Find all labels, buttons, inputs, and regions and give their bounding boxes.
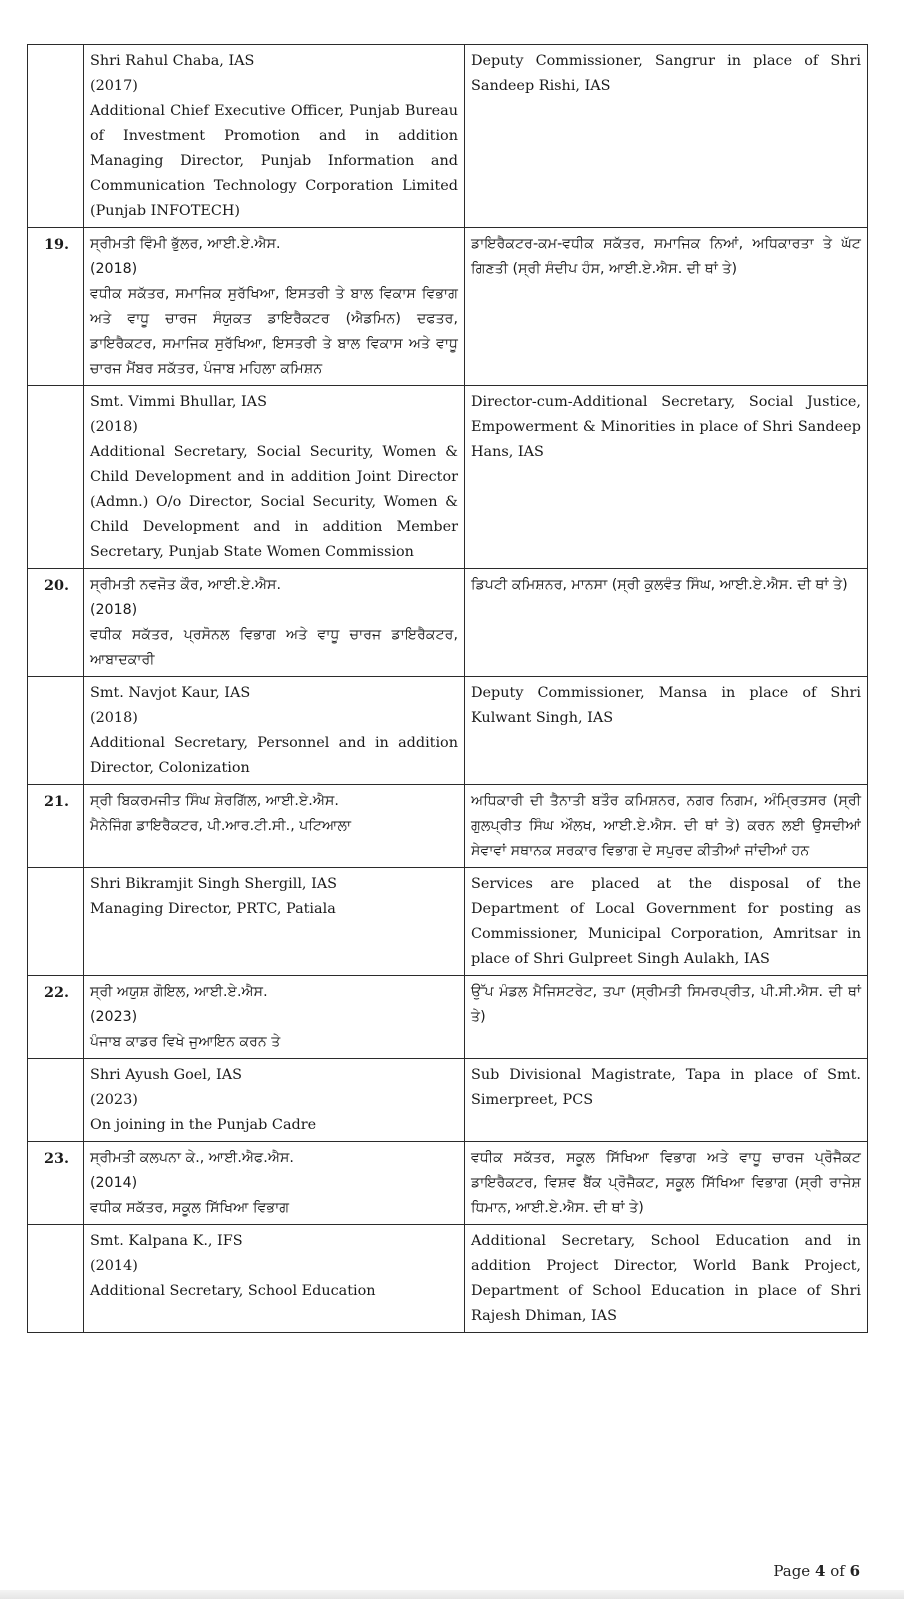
table-row bbox=[28, 228, 868, 386]
current-post: ਵਧੀਕ ਸਕੱਤਰ, ਸਮਾਜਿਕ ਸੁਰੱਖਿਆ, ਇਸਤਰੀ ਤੇ ਬਾਲ ਵਿਕਾਸ ਵਿਭਾਗ ਅਤੇ ਵਾਧੂ ਚਾਰਜ ਸੰਯੁਕਤ ਡਾਇਰੈਕਟਰ (ਐਡਮਿਨ) ਦਫਤਰ, ਡਾਇਰੈਕਟਰ, ਸਮਾਜਿਕ ਸੁਰੱਖਿਆ, ਇਸਤਰੀ ਤੇ ਬਾਲ ਵਿਕਾਸ ਅਤੇ ਵਾਧੂ ਚਾਰਜ ਮੈਂਬਰ ਸਕੱਤਰ, ਪੰਜਾਬ ਮਹਿਲਾ ਕਮਿਸ਼ਨ bbox=[90, 286, 458, 377]
new-posting-cell bbox=[465, 1225, 868, 1333]
officer-current-post-cell bbox=[84, 677, 465, 785]
officer-name: ਸ੍ਰੀ ਬਿਕਰਮਜੀਤ ਸਿੰਘ ਸ਼ੇਰਗਿੱਲ, ਆਈ.ਏ.ਐਸ. bbox=[90, 793, 339, 809]
new-posting-text: ਡਿਪਟੀ ਕਮਿਸ਼ਨਰ, ਮਾਨਸਾ (ਸ੍ਰੀ ਕੁਲਵੰਤ ਸਿੰਘ, ਆਈ.ਏ.ਐਸ. ਦੀ ਥਾਂ ਤੇ) bbox=[471, 577, 848, 593]
officer-current-post-cell bbox=[84, 1142, 465, 1225]
transfer-orders-table bbox=[27, 44, 868, 1333]
new-posting-text: Deputy Commissioner, Sangrur in place of Shri Sandeep Rishi, IAS bbox=[471, 53, 861, 94]
batch-year: (2014) bbox=[90, 1258, 138, 1274]
new-posting-text: Director-cum-Additional Secretary, Social Justice, Empowerment & Minorities in place of Shri Sandeep Hans, IAS bbox=[471, 394, 861, 460]
table-row bbox=[28, 976, 868, 1059]
page-current: 4 bbox=[814, 1562, 826, 1580]
officer-current-post-cell bbox=[84, 976, 465, 1059]
serial-number-cell bbox=[28, 868, 84, 976]
scan-edge-shadow bbox=[0, 1590, 904, 1599]
new-posting-cell bbox=[465, 386, 868, 569]
batch-year: (2018) bbox=[90, 261, 138, 277]
serial-number-cell bbox=[28, 45, 84, 228]
batch-year: (2023) bbox=[90, 1092, 138, 1108]
officer-current-post-cell bbox=[84, 785, 465, 868]
new-posting-text: ਉੱਪ ਮੰਡਲ ਮੈਜਿਸਟਰੇਟ, ਤਪਾ (ਸ੍ਰੀਮਤੀ ਸਿਮਰਪ੍ਰੀਤ, ਪੀ.ਸੀ.ਐਸ. ਦੀ ਥਾਂ ਤੇ) bbox=[471, 984, 861, 1025]
current-post: ਵਧੀਕ ਸਕੱਤਰ, ਸਕੂਲ ਸਿੱਖਿਆ ਵਿਭਾਗ bbox=[90, 1200, 290, 1216]
new-posting-text: Services are placed at the disposal of the Department of Local Government for posting as Commissioner, Municipal Corporation, Amritsar in place of Shri Gulpreet Singh Aulakh, IAS bbox=[471, 876, 861, 967]
new-posting-text: Additional Secretary, School Education and in addition Project Director, World Bank Project, Department of School Education in place of Shri Rajesh Dhiman, IAS bbox=[471, 1233, 861, 1324]
page-number bbox=[773, 1562, 860, 1580]
officer-current-post-cell bbox=[84, 1059, 465, 1142]
officer-current-post-cell bbox=[84, 228, 465, 386]
new-posting-cell bbox=[465, 45, 868, 228]
new-posting-cell bbox=[465, 1059, 868, 1142]
serial-number-cell: 21. bbox=[28, 785, 84, 868]
current-post: ਵਧੀਕ ਸਕੱਤਰ, ਪ੍ਰਸੋਨਲ ਵਿਭਾਗ ਅਤੇ ਵਾਧੂ ਚਾਰਜ ਡਾਇਰੈਕਟਰ, ਆਬਾਦਕਾਰੀ bbox=[90, 627, 458, 668]
officer-current-post-cell bbox=[84, 1225, 465, 1333]
batch-year: (2018) bbox=[90, 710, 138, 726]
table-row bbox=[28, 1225, 868, 1333]
officer-name: ਸ੍ਰੀਮਤੀ ਕਲਪਨਾ ਕੇ., ਆਈ.ਐਫ.ਐਸ. bbox=[90, 1150, 294, 1166]
batch-year: (2014) bbox=[90, 1175, 138, 1191]
serial-number-cell bbox=[28, 1225, 84, 1333]
current-post: Additional Secretary, Social Security, Women & Child Development and in addition Joint Director (Admn.) O/o Director, Social Security, Women & Child Development and in addition Member Secretary, Punjab State Women Commission bbox=[90, 444, 458, 560]
officer-name: Smt. Navjot Kaur, IAS bbox=[90, 685, 251, 701]
serial-number-cell bbox=[28, 1059, 84, 1142]
officer-current-post-cell bbox=[84, 386, 465, 569]
officer-current-post-cell bbox=[84, 868, 465, 976]
current-post: ਪੰਜਾਬ ਕਾਡਰ ਵਿਖੇ ਜੁਆਇਨ ਕਰਨ ਤੇ bbox=[90, 1034, 281, 1050]
officer-name: ਸ੍ਰੀਮਤੀ ਨਵਜੋਤ ਕੌਰ, ਆਈ.ਏ.ਐਸ. bbox=[90, 577, 281, 593]
officer-name: Shri Bikramjit Singh Shergill, IAS bbox=[90, 876, 338, 892]
serial-number-cell bbox=[28, 386, 84, 569]
new-posting-cell bbox=[465, 228, 868, 386]
officer-name: ਸ੍ਰੀਮਤੀ ਵਿੰਮੀ ਭੁੱਲਰ, ਆਈ.ਏ.ਐਸ. bbox=[90, 236, 281, 252]
officer-name: Shri Rahul Chaba, IAS bbox=[90, 53, 255, 69]
new-posting-cell bbox=[465, 677, 868, 785]
table-row bbox=[28, 868, 868, 976]
officer-name: ਸ੍ਰੀ ਅਯੁਸ਼ ਗੋਇਲ, ਆਈ.ਏ.ਐਸ. bbox=[90, 984, 268, 1000]
table-row bbox=[28, 569, 868, 677]
new-posting-cell bbox=[465, 1142, 868, 1225]
officer-current-post-cell bbox=[84, 45, 465, 228]
table-row bbox=[28, 785, 868, 868]
table-row bbox=[28, 677, 868, 785]
new-posting-cell bbox=[465, 569, 868, 677]
new-posting-text: Deputy Commissioner, Mansa in place of Shri Kulwant Singh, IAS bbox=[471, 685, 861, 726]
new-posting-text: ਵਧੀਕ ਸਕੱਤਰ, ਸਕੂਲ ਸਿੱਖਿਆ ਵਿਭਾਗ ਅਤੇ ਵਾਧੂ ਚਾਰਜ ਪ੍ਰੋਜੈਕਟ ਡਾਇਰੈਕਟਰ, ਵਿਸ਼ਵ ਬੈਂਕ ਪ੍ਰੋਜੈਕਟ, ਸਕੂਲ ਸਿੱਖਿਆ ਵਿਭਾਗ (ਸ੍ਰੀ ਰਾਜੇਸ਼ ਧਿਮਾਨ, ਆਈ.ਏ.ਐਸ. ਦੀ ਥਾਂ ਤੇ) bbox=[471, 1150, 861, 1216]
serial-number-cell bbox=[28, 677, 84, 785]
table-row bbox=[28, 1142, 868, 1225]
officer-name: Shri Ayush Goel, IAS bbox=[90, 1067, 242, 1083]
serial-number-cell: 22. bbox=[28, 976, 84, 1059]
new-posting-text: ਡਾਇਰੈਕਟਰ-ਕਮ-ਵਧੀਕ ਸਕੱਤਰ, ਸਮਾਜਿਕ ਨਿਆਂ, ਅਧਿਕਾਰਤਾ ਤੇ ਘੱਟ ਗਿਣਤੀ (ਸ੍ਰੀ ਸੰਦੀਪ ਹੰਸ, ਆਈ.ਏ.ਐਸ. ਦੀ ਥਾਂ ਤੇ) bbox=[471, 236, 861, 277]
officer-current-post-cell bbox=[84, 569, 465, 677]
serial-number-cell: 23. bbox=[28, 1142, 84, 1225]
current-post: Additional Secretary, School Education bbox=[90, 1283, 376, 1299]
current-post: Managing Director, PRTC, Patiala bbox=[90, 901, 336, 917]
current-post: Additional Chief Executive Officer, Punjab Bureau of Investment Promotion and in addition Managing Director, Punjab Information and Communication Technology Corporation Limited (Punjab INFOTECH) bbox=[90, 103, 458, 219]
page-total: 6 bbox=[849, 1562, 860, 1580]
current-post: ਮੈਨੇਜਿੰਗ ਡਾਇਰੈਕਟਰ, ਪੀ.ਆਰ.ਟੀ.ਸੀ., ਪਟਿਆਲਾ bbox=[90, 818, 352, 834]
serial-number-cell: 20. bbox=[28, 569, 84, 677]
table-row bbox=[28, 386, 868, 569]
current-post: Additional Secretary, Personnel and in addition Director, Colonization bbox=[90, 735, 458, 776]
officer-name: Smt. Kalpana K., IFS bbox=[90, 1233, 243, 1249]
serial-number-cell: 19. bbox=[28, 228, 84, 386]
current-post: On joining in the Punjab Cadre bbox=[90, 1117, 317, 1133]
table-row bbox=[28, 45, 868, 228]
table-body bbox=[28, 45, 868, 1333]
batch-year: (2018) bbox=[90, 419, 138, 435]
new-posting-cell bbox=[465, 785, 868, 868]
page-of-label: of bbox=[830, 1562, 845, 1580]
new-posting-cell bbox=[465, 868, 868, 976]
new-posting-text: Sub Divisional Magistrate, Tapa in place of Smt. Simerpreet, PCS bbox=[471, 1067, 861, 1108]
batch-year: (2023) bbox=[90, 1009, 138, 1025]
table-row bbox=[28, 1059, 868, 1142]
new-posting-text: ਅਧਿਕਾਰੀ ਦੀ ਤੈਨਾਤੀ ਬਤੌਰ ਕਮਿਸ਼ਨਰ, ਨਗਰ ਨਿਗਮ, ਅੰਮ੍ਰਿਤਸਰ (ਸ੍ਰੀ ਗੁਲਪ੍ਰੀਤ ਸਿੰਘ ਔਲਖ, ਆਈ.ਏ.ਐਸ. ਦੀ ਥਾਂ ਤੇ) ਕਰਨ ਲਈ ਉਸਦੀਆਂ ਸੇਵਾਵਾਂ ਸਥਾਨਕ ਸਰਕਾਰ ਵਿਭਾਗ ਦੇ ਸਪੁਰਦ ਕੀਤੀਆਂ ਜਾਂਦੀਆਂ ਹਨ bbox=[471, 793, 861, 859]
new-posting-cell bbox=[465, 976, 868, 1059]
officer-name: Smt. Vimmi Bhullar, IAS bbox=[90, 394, 267, 410]
page-label: Page bbox=[773, 1562, 811, 1580]
batch-year: (2018) bbox=[90, 602, 138, 618]
batch-year: (2017) bbox=[90, 78, 138, 94]
